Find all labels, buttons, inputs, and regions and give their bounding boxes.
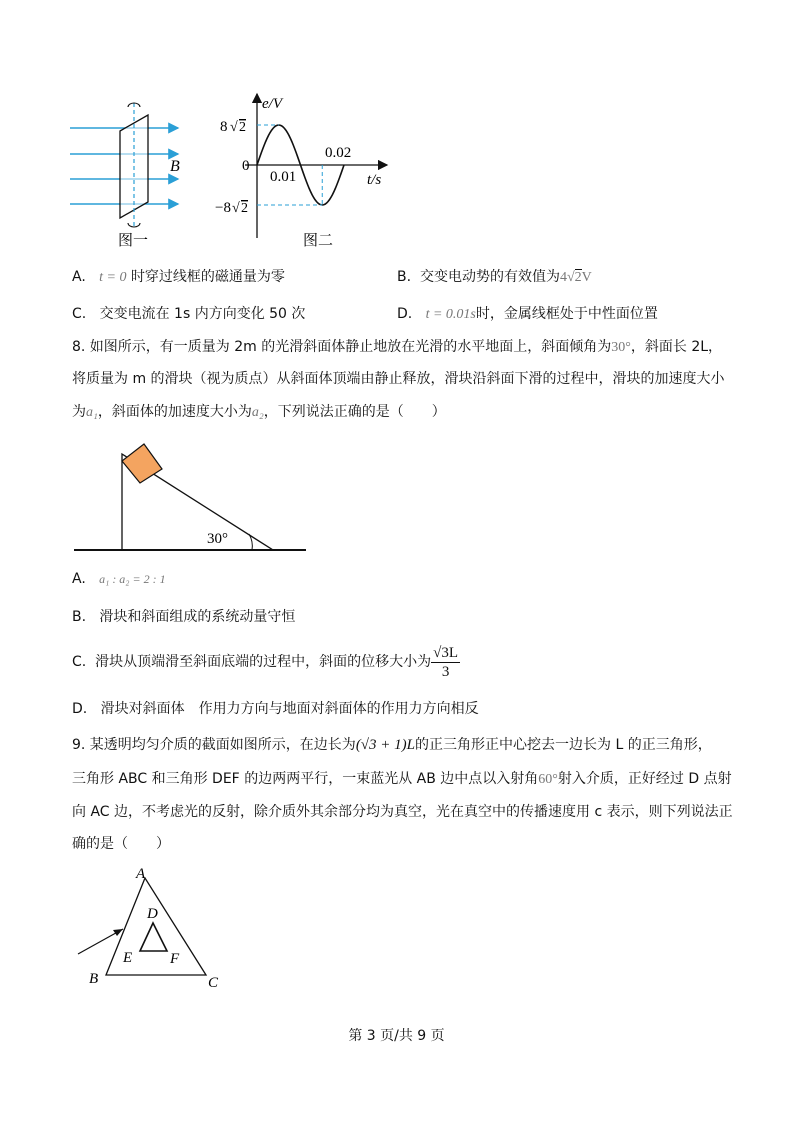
q8-option-a[interactable] <box>72 570 166 588</box>
y-min-sqrt-arg: 2 <box>241 201 248 216</box>
stem-text: 将质量为 m 的滑块（视为质点）从斜面体顶端由静止释放，滑块沿斜面下滑的过程中，滑块的加速度大小 <box>72 371 725 387</box>
vertex-label-e: E <box>123 950 133 966</box>
stem-text: 三角形 ABC 和三角形 DEF 的边两两平行，一束蓝光从 AB 边中点以入射角 <box>72 771 539 787</box>
option-math: t = 0.01s <box>425 307 476 322</box>
option-key: A. <box>72 269 86 285</box>
stem-text: 确的是（ ） <box>72 836 170 852</box>
option-text: 滑块对斜面体 作用力方向与地面对斜面体的作用力方向相反 <box>100 701 479 717</box>
vertex-label-c: C <box>208 975 219 991</box>
option-math: a₁ : a₂ = 2 : 1 <box>99 572 166 586</box>
option-text: 滑块从顶端滑至斜面底端的过程中，斜面的位移大小为 <box>95 654 432 670</box>
q8-incline-figure <box>70 432 310 557</box>
q7-option-b[interactable] <box>397 268 592 287</box>
y-max-label: 8 <box>220 119 228 135</box>
stem-text: ，斜面长 2L， <box>630 339 723 355</box>
outer-triangle-abc <box>106 878 206 975</box>
x-axis-label: t/s <box>367 172 382 188</box>
figure-1-caption: 图一 <box>118 231 149 249</box>
q9-stem-line-1 <box>72 736 712 754</box>
option-key: D. <box>397 306 413 322</box>
q9-stem-line-4 <box>72 835 170 853</box>
sqrt-icon: √ <box>566 270 575 285</box>
option-key: B. <box>72 609 87 625</box>
stem-angle: 30° <box>611 340 631 355</box>
option-key: D. <box>72 701 88 717</box>
option-math-unit: V <box>581 270 592 285</box>
sqrt-icon: √ <box>230 120 238 135</box>
q8-option-b[interactable] <box>72 608 295 626</box>
vertex-label-d: D <box>147 906 158 922</box>
stem-a1: a₁ <box>86 405 98 420</box>
fraction-denominator: 3 <box>441 663 450 680</box>
option-key: C. <box>72 654 87 670</box>
fraction-numerator: √3L <box>433 644 459 661</box>
option-math-rad: 2 <box>574 270 582 285</box>
y-axis-label: e/V <box>262 96 282 112</box>
option-text: 交变电流在 1s 内方向变化 50 次 <box>99 306 306 322</box>
q8-stem-line-2 <box>72 370 725 388</box>
q9-triangle-figure <box>72 863 232 993</box>
stem-text: 向 AC 边，不考虑光的反射，除介质外其余部分均为真空，光在真空中的传播速度用 c 表示，则下列说法正 <box>72 804 733 820</box>
sqrt-icon: √ <box>232 201 240 216</box>
option-text: 交变电动势的有效值为 <box>419 269 560 285</box>
figure-1-coil-in-field <box>60 95 195 250</box>
origin-label: 0 <box>242 158 250 174</box>
option-key: B. <box>397 269 412 285</box>
option-math-coef: 4 <box>559 270 567 285</box>
q7-option-d[interactable] <box>397 305 658 324</box>
q8-stem-line-1 <box>72 338 722 357</box>
stem-text: 8. 如图所示，有一质量为 2m 的光滑斜面体静止地放在光滑的水平地面上，斜面倾角为 <box>72 339 612 355</box>
stem-text: 9. 某透明均匀介质的截面如图所示，在边长为 <box>72 737 356 753</box>
field-label-b: B <box>170 158 180 175</box>
stem-text: ，下列说法正确的是（ ） <box>263 404 446 420</box>
option-math: t = 0 <box>99 270 127 285</box>
stem-text: 为 <box>72 404 86 420</box>
t2-label: 0.02 <box>325 145 352 161</box>
figure-2-emf-graph <box>215 88 395 250</box>
option-key: C. <box>72 306 87 322</box>
q8-option-d[interactable] <box>72 700 479 718</box>
q9-stem-line-3 <box>72 803 733 821</box>
q7-option-c[interactable] <box>72 305 305 323</box>
stem-math: (√3 + 1)L <box>355 737 415 753</box>
stem-angle: 60° <box>538 772 558 787</box>
stem-text: 的正三角形正中心挖去一边长为 L 的正三角形， <box>415 737 712 753</box>
stem-text: ，斜面体的加速度大小为 <box>97 404 252 420</box>
page-number: 第 3 页/共 9 页 <box>348 1028 445 1044</box>
figure-2-caption: 图二 <box>303 231 334 249</box>
option-text: 时穿过线框的磁通量为零 <box>130 269 285 285</box>
q8-option-c[interactable] <box>72 642 460 682</box>
vertex-label-f: F <box>170 951 180 967</box>
page-footer <box>0 1027 793 1045</box>
slider-block <box>122 444 162 483</box>
vertex-label-a: A <box>136 866 146 882</box>
vertex-label-b: B <box>89 971 99 987</box>
t1-label: 0.01 <box>270 169 297 185</box>
q7-option-a[interactable] <box>72 268 285 287</box>
inner-triangle-def <box>140 923 167 951</box>
y-max-sqrt-arg: 2 <box>239 120 246 135</box>
option-key: A. <box>72 571 86 587</box>
option-text: 时，金属线框处于中性面位置 <box>475 306 658 322</box>
option-fraction <box>431 644 460 681</box>
stem-a2: a₂ <box>251 405 264 420</box>
q8-stem-line-3 <box>72 403 446 422</box>
stem-text: 射入介质，正好经过 D 点射 <box>557 771 732 787</box>
y-min-label: −8 <box>215 200 231 216</box>
angle-label: 30° <box>207 531 228 547</box>
option-text: 滑块和斜面组成的系统动量守恒 <box>99 609 296 625</box>
q9-stem-line-2 <box>72 770 732 789</box>
